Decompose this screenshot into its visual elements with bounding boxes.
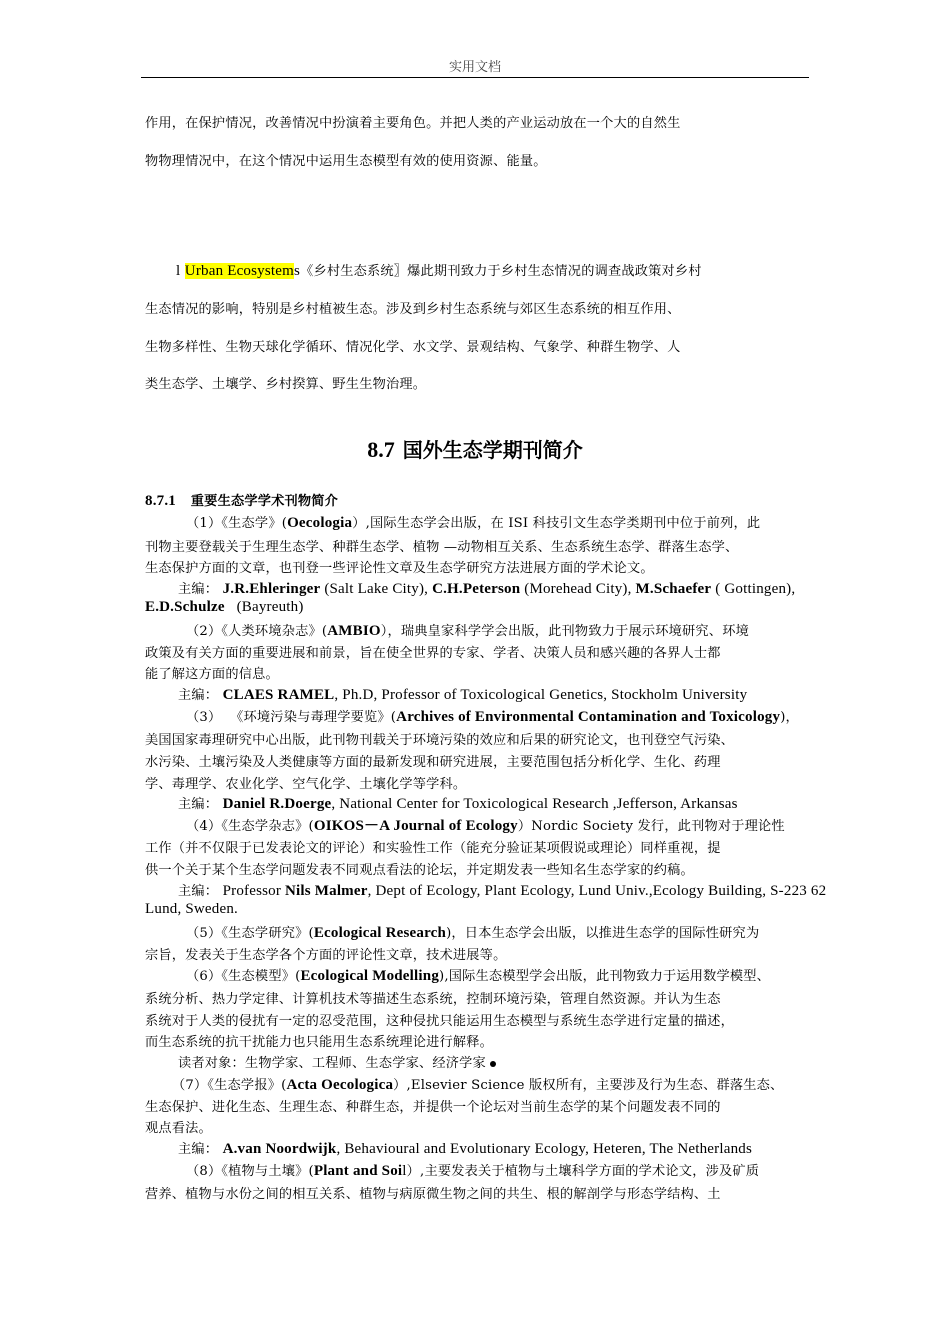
j5-index: （5）《生态学研究》( <box>186 926 314 941</box>
j1-line-1-rest: ）,国际生态学会出版，在 ISI 科技引文生态学类期刊中位于前列，此 <box>352 516 761 531</box>
editor-name: J.R.Ehleringer <box>222 581 321 597</box>
j3-line-3: 水污染、土壤污染及人类健康等方面的最新发现和研究进展，主要范围包括分析化学、生化、药理 <box>145 755 721 770</box>
editor-name: CLAES RAMEL <box>222 687 335 703</box>
editor-label: 主编： <box>178 797 219 812</box>
subsection-title: 重要生态学学术刊物简介 <box>190 494 339 509</box>
j8-line-1-rest: ）,主要发表关于植物与土壤科学方面的学术论文，涉及矿质 <box>406 1164 760 1179</box>
urban-line-4: 类生态学、土壤学、乡村揆算、野生生物治理。 <box>145 377 427 392</box>
j1-editors <box>178 578 918 598</box>
editor-label: 主编： <box>178 884 219 899</box>
editor-location: (Morehead City), <box>520 581 636 597</box>
j6-line-2: 系统分析、热力学定律、计算机技术等描述生态系统，控制环境污染，管理自然资源。并认为生态 <box>145 992 721 1007</box>
j1-line-3: 生态保护方面的文章，也刊登一些评论性文章及生态学研究方法进展方面的学术论文。 <box>145 561 654 576</box>
j8-index: （8）《植物与土壤》( <box>186 1164 314 1179</box>
j4-name: OIKOS－A Journal of Ecology <box>313 818 518 834</box>
urban-title-highlight: Urban Ecosystem <box>184 263 295 279</box>
j2-line-1-rest: ），瑞典皇家科学学会出版，此刊物致力于展示环境研究、环境 <box>380 624 749 639</box>
subsection-heading <box>145 490 885 510</box>
j4-line-1 <box>186 814 926 835</box>
j3-editor <box>178 793 918 813</box>
j5-line-1-rest: )，日本生态学会出版，以推进生态学的国际性研究为 <box>446 926 760 941</box>
section-heading <box>0 434 950 463</box>
j2-line-3: 能了解这方面的信息。 <box>145 667 279 682</box>
j8-name: Plant and Soi <box>313 1163 403 1179</box>
j4-editor <box>178 880 918 900</box>
j6-line-1-rest: ),国际生态模型学会出版，此刊物致力于运用数学模型、 <box>439 969 771 984</box>
bullet-dot <box>490 1061 496 1067</box>
j4-index: （4）《生态学杂志》( <box>186 819 314 834</box>
j1-name: Oecologia <box>287 515 353 531</box>
j6-line-4: 而生态系统的抗干扰能力也只能用生态系统理论进行解释。 <box>145 1035 494 1050</box>
j4-editor-line-2: Lund, Sweden. <box>145 901 239 917</box>
j2-index: （2）《人类环境杂志》( <box>186 624 328 639</box>
j7-line-2: 生态保护、进化生态、生理生态、种群生态，并提供一个论坛对当前生态学的某个问题发表不同的 <box>145 1100 721 1115</box>
j3-line-4: 学、毒理学、农业化学、空气化学、土壤化学等学科。 <box>145 777 467 792</box>
j7-name: Acta Oecologica <box>286 1077 394 1093</box>
j1-line-1 <box>186 512 926 532</box>
urban-prefix: l <box>176 263 181 279</box>
j7-editor <box>178 1138 918 1158</box>
j7-line-1-rest: ）,Elsevier Science 版权所有，主要涉及行为生态、群落生态、 <box>393 1078 784 1093</box>
j8-line-2: 营养、植物与水份之间的相互关系、植物与病原微生物之间的共生、根的解剖学与形态学结构、土 <box>145 1187 721 1202</box>
j4-line-3: 供一个关于某个生态学问题发表不同观点看法的论坛，并定期发表一些知名生态学家的约稿。 <box>145 863 694 878</box>
editor-affiliation: , Dept of Ecology, Plant Ecology, Lund Univ.,Ecology Building, S-223 62 <box>367 883 827 899</box>
j2-name: AMBIO <box>327 623 381 639</box>
j7-line-3: 观点看法。 <box>145 1121 212 1136</box>
page-header: 实用文档 <box>141 56 809 78</box>
j5-line-2: 宗旨，发表关于生态学各个方面的评论性文章，技术进展等。 <box>145 948 507 963</box>
editor-label: 主编： <box>178 688 219 703</box>
j3-line-2: 美国国家毒理研究中心出版，此刊物刊载关于环境污染的效应和后果的研究论文，也刊登空气污染、 <box>145 733 735 748</box>
editor-name: E.D.Schulze <box>145 599 225 615</box>
j1-index: （1）《生态学》( <box>186 516 288 531</box>
j1-editors-2 <box>145 599 885 616</box>
j2-editor <box>178 684 918 704</box>
j6-index: （6）《生态模型》( <box>186 969 301 984</box>
j7-line-1 <box>172 1074 912 1094</box>
editor-affiliation: , Ph.D, Professor of Toxicological Genetics, Stockholm University <box>334 687 748 703</box>
editor-name: Nils Malmer <box>285 883 368 899</box>
editor-prefix: Professor <box>222 883 285 899</box>
j6-line-1 <box>186 965 926 985</box>
j2-line-2: 政策及有关方面的重要进展和前景，旨在使全世界的专家、学者、决策人员和感兴趣的各界人士都 <box>145 646 721 661</box>
j6-line-3: 系统对于人类的侵扰有一定的忍受范围，这种侵扰只能运用生态模型与系统生态学进行定量的描述， <box>145 1014 735 1029</box>
editor-name: C.H.Peterson <box>432 581 521 597</box>
editor-location: ( Gottingen), <box>711 581 796 597</box>
j3-line-1-rest: )， <box>780 710 799 725</box>
section-title: 国外生态学期刊简介 <box>402 438 583 462</box>
urban-line-3: 生物多样性、生物天球化学循环、情况化学、水文学、景观结构、气象学、种群生物学、人 <box>145 340 681 355</box>
urban-title-tail: s <box>294 263 301 279</box>
editor-affiliation: , Behavioural and Evolutionary Ecology, Heteren, The Netherlands <box>336 1141 753 1157</box>
j1-line-2: 刊物主要登载关于生理生态学、种群生态学、植物 —动物相互关系、生态系统生态学、群落生态学、 <box>145 540 739 555</box>
j4-line-2: 工作（并不仅限于已发表论文的评论）和实验性工作（能充分验证某项假说或理论）同样重视，提 <box>145 841 721 856</box>
urban-line-2: 生态情况的影响，特别是乡村植被生态。涉及到乡村生态系统与郊区生态系统的相互作用、 <box>145 302 681 317</box>
intro-line-2: 物物理情况中，在这个情况中运用生态模型有效的使用资源、能量。 <box>145 154 547 169</box>
j5-line-1 <box>186 922 926 942</box>
editor-name: Daniel R.Doerge <box>222 796 332 812</box>
subsection-number: 8.7.1 <box>145 493 176 509</box>
j7-index: （7）《生态学报》( <box>172 1078 287 1093</box>
editor-label: 主编： <box>178 1142 219 1157</box>
urban-line-1 <box>176 260 916 280</box>
j3-index: （3） 《环境污染与毒理学要览》( <box>186 710 397 725</box>
j5-name: Ecological Research <box>313 925 447 941</box>
j4-line-1-rest: ）Nordic Society 发行，此刊物对于理论性 <box>517 819 785 834</box>
j8-name-tail: l <box>402 1163 407 1179</box>
j6-readers <box>178 1052 918 1071</box>
editor-location: (Bayreuth) <box>224 599 304 615</box>
editor-name: A.van Noordwijk <box>222 1141 337 1157</box>
j3-name: Archives of Environmental Contamination and Toxicology <box>396 709 781 725</box>
intro-line-1: 作用，在保护情况，改善情况中扮演着主要角色。并把人类的产业运动放在一个大的自然生 <box>145 116 681 131</box>
readers-text: 读者对象：生物学家、工程师、生态学家、经济学家 <box>178 1056 486 1071</box>
j2-line-1 <box>186 620 926 640</box>
section-number: 8.7 <box>367 437 395 462</box>
j8-line-1 <box>186 1160 926 1180</box>
editor-name: M.Schaefer <box>635 581 712 597</box>
editor-location: (Salt Lake City), <box>320 581 433 597</box>
editor-affiliation: , National Center for Toxicological Research ,Jefferson, Arkansas <box>331 796 738 812</box>
j6-name: Ecological Modelling <box>300 968 440 984</box>
editor-label: 主编： <box>178 582 219 597</box>
urban-line-1-rest: 《乡村生态系统〗爆此期刊致力于乡村生态情况的调查战政策对乡村 <box>300 264 702 279</box>
j3-line-1 <box>186 706 926 726</box>
